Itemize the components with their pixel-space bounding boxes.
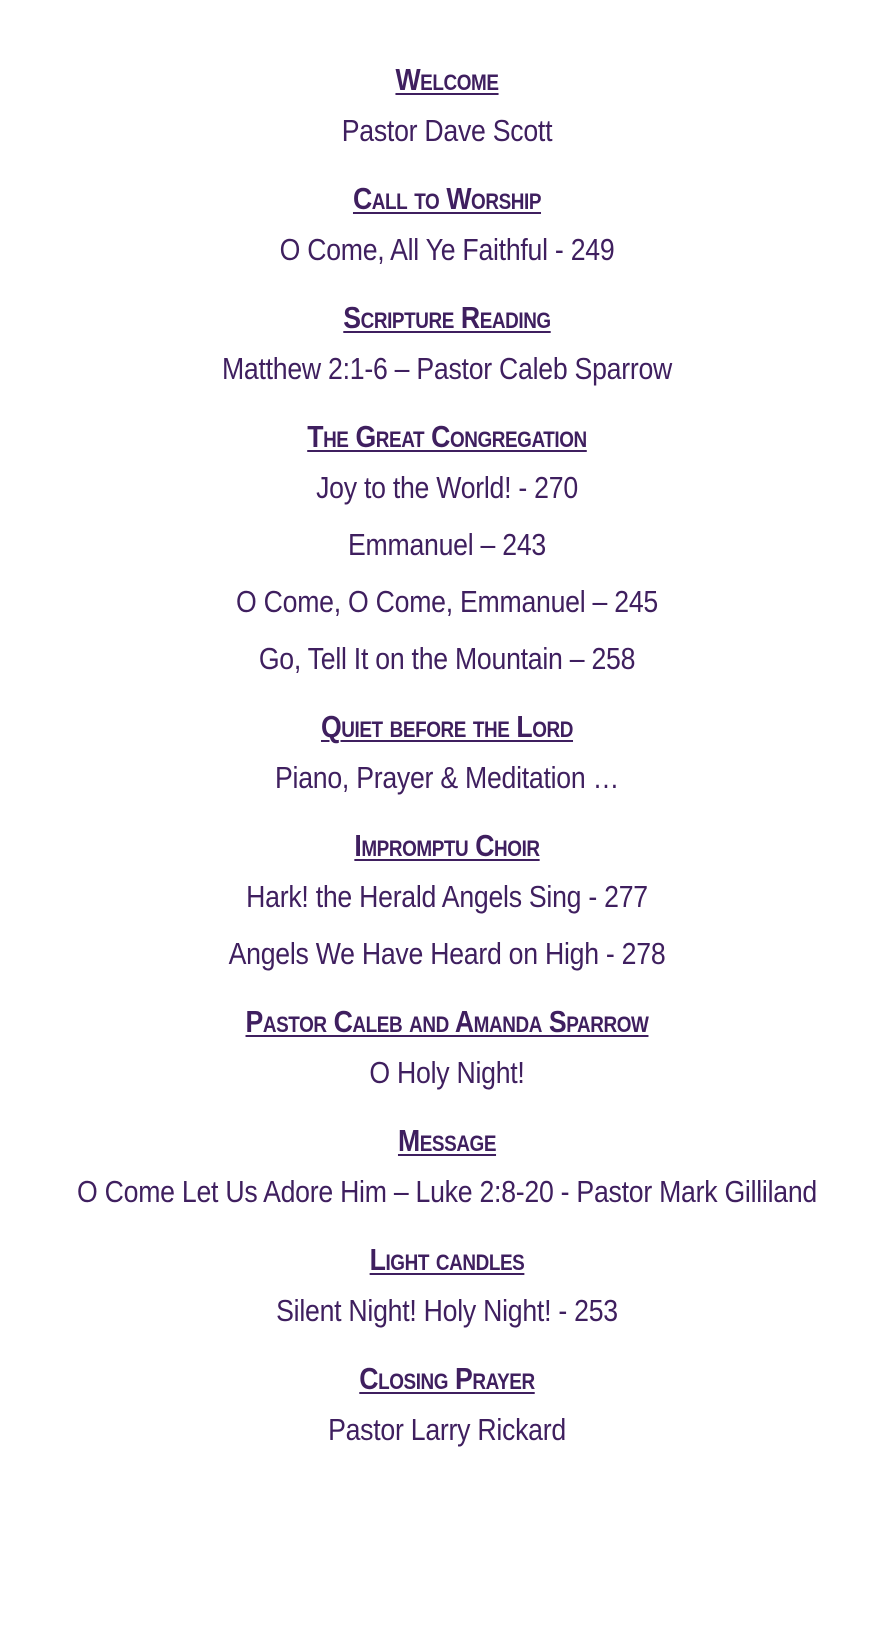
- section-welcome: [0, 60, 894, 151]
- section-heading: Impromptu Choir: [354, 828, 540, 863]
- section-pastor-caleb-amanda: [0, 1002, 894, 1093]
- section-call-to-worship: [0, 179, 894, 270]
- section-message: [0, 1121, 894, 1212]
- section-closing-prayer: [0, 1359, 894, 1450]
- section-line: Emmanuel – 243: [348, 527, 546, 562]
- section-heading: Call to Worship: [352, 181, 542, 216]
- section-line: Joy to the World! - 270: [316, 470, 578, 505]
- section-heading: Scripture Reading: [343, 300, 551, 335]
- section-line: Go, Tell It on the Mountain – 258: [258, 641, 636, 676]
- section-heading: Pastor Caleb and Amanda Sparrow: [245, 1004, 649, 1039]
- section-light-candles: [0, 1240, 894, 1331]
- section-heading: Message: [397, 1123, 497, 1158]
- section-line: Piano, Prayer & Meditation …: [275, 760, 619, 795]
- section-line: Angels We Have Heard on High - 278: [228, 936, 666, 971]
- section-heading: The Great Congregation: [307, 419, 587, 454]
- section-line: Matthew 2:1-6 – Pastor Caleb Sparrow: [221, 351, 673, 386]
- section-heading: Light candles: [369, 1242, 525, 1277]
- section-line: Hark! the Herald Angels Sing - 277: [246, 879, 648, 914]
- section-line: O Come, All Ye Faithful - 249: [279, 232, 615, 267]
- section-scripture-reading: [0, 298, 894, 389]
- section-line: Pastor Larry Rickard: [328, 1412, 566, 1447]
- section-heading: Welcome: [395, 62, 499, 97]
- section-heading: Quiet before the Lord: [320, 709, 574, 744]
- section-line: Pastor Dave Scott: [341, 113, 553, 148]
- section-line: O Come Let Us Adore Him – Luke 2:8-20 - Pastor Mark Gilliland: [77, 1174, 817, 1209]
- section-impromptu-choir: [0, 826, 894, 974]
- section-line: O Come, O Come, Emmanuel – 245: [236, 584, 658, 619]
- section-line: Silent Night! Holy Night! - 253: [276, 1293, 618, 1328]
- section-heading: Closing Prayer: [359, 1361, 535, 1396]
- section-line: O Holy Night!: [369, 1055, 525, 1090]
- section-great-congregation: [0, 417, 894, 679]
- section-quiet-before-the-lord: [0, 707, 894, 798]
